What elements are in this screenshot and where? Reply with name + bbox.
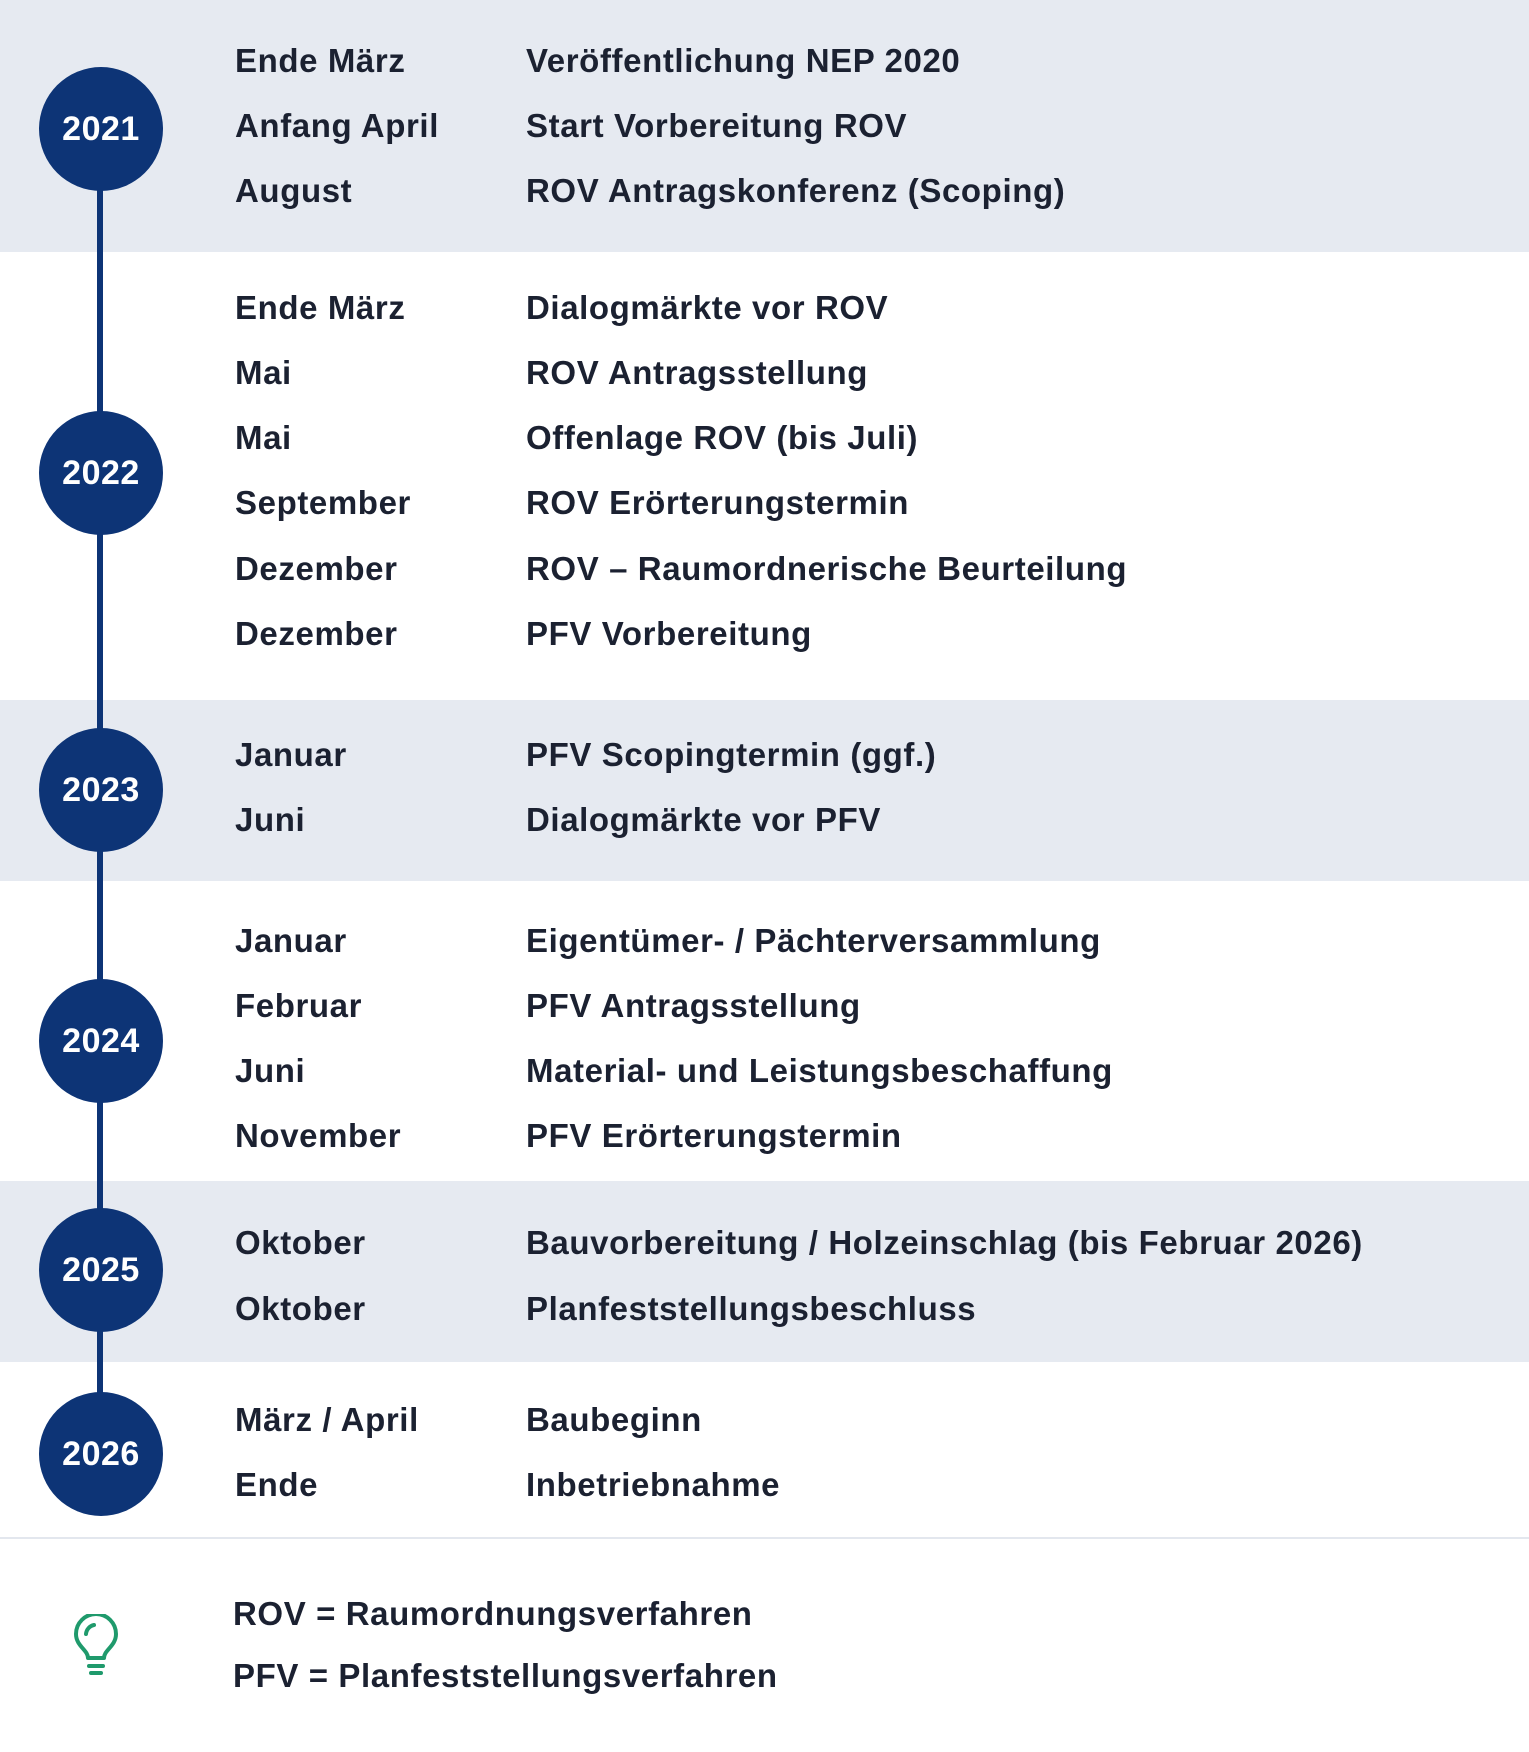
- timeline-entry: [0, 289, 1529, 329]
- year-2022: 2022: [39, 411, 163, 535]
- timeline-entry: [0, 1401, 1529, 1441]
- entry-event: PFV Scopingtermin (ggf.): [526, 736, 937, 773]
- timeline-entry: [0, 107, 1529, 147]
- entry-date: Oktober: [235, 1290, 366, 1327]
- entry-date: Januar: [235, 922, 347, 959]
- timeline-entry: [0, 801, 1529, 841]
- year-2024: 2024: [39, 979, 163, 1103]
- entry-date: Februar: [235, 987, 363, 1024]
- entry-date: Ende März: [235, 42, 406, 79]
- band-2025: [0, 1181, 1529, 1362]
- legend-divider: [0, 1537, 1529, 1539]
- timeline-entry: [0, 550, 1529, 590]
- entry-event: Baubeginn: [526, 1401, 702, 1438]
- entry-date: September: [235, 484, 411, 521]
- timeline-entry: [0, 42, 1529, 82]
- year-2026: 2026: [39, 1392, 163, 1516]
- entry-event: PFV Vorbereitung: [526, 615, 812, 652]
- entry-event: Veröffentlichung NEP 2020: [526, 42, 961, 79]
- entry-event: Eigentümer- / Pächterversammlung: [526, 922, 1101, 959]
- entry-date: Mai: [235, 354, 292, 391]
- entry-event: Dialogmärkte vor PFV: [526, 801, 881, 838]
- year-2021: 2021: [39, 67, 163, 191]
- entry-date: November: [235, 1117, 402, 1154]
- entry-event: ROV Antragskonferenz (Scoping): [526, 172, 1066, 209]
- entry-date: Dezember: [235, 550, 398, 587]
- entry-event: Start Vorbereitung ROV: [526, 107, 908, 144]
- timeline-entry: [0, 1052, 1529, 1092]
- timeline-entry: [0, 1466, 1529, 1506]
- entry-date: Oktober: [235, 1224, 366, 1261]
- timeline-entry: [0, 172, 1529, 212]
- timeline-entry: [0, 1290, 1529, 1330]
- timeline-entry: [0, 1224, 1529, 1264]
- entry-event: Material- und Leistungsbeschaffung: [526, 1052, 1113, 1089]
- entry-date: Dezember: [235, 615, 398, 652]
- entry-event: PFV Antragsstellung: [526, 987, 861, 1024]
- entry-date: Ende März: [235, 289, 406, 326]
- timeline-entry: [0, 484, 1529, 524]
- entry-event: ROV – Raumordnerische Beurteilung: [526, 550, 1128, 587]
- entry-date: Ende: [235, 1466, 319, 1503]
- entry-event: PFV Erörterungstermin: [526, 1117, 902, 1154]
- lightbulb-icon: [72, 1614, 120, 1678]
- year-2025: 2025: [39, 1208, 163, 1332]
- year-2023: 2023: [39, 728, 163, 852]
- timeline-entry: [0, 615, 1529, 655]
- entry-date: Juni: [235, 801, 306, 838]
- entry-event: ROV Erörterungstermin: [526, 484, 909, 521]
- timeline-entry: [0, 1117, 1529, 1157]
- entry-date: August: [235, 172, 353, 209]
- entry-event: Dialogmärkte vor ROV: [526, 289, 889, 326]
- timeline-entry: [0, 736, 1529, 776]
- band-2023: [0, 700, 1529, 881]
- entry-date: Januar: [235, 736, 347, 773]
- entry-date: Anfang April: [235, 107, 439, 144]
- entry-event: Bauvorbereitung / Holzeinschlag (bis Februar 2026): [526, 1224, 1363, 1261]
- legend-rov: ROV = Raumordnungsverfahren: [233, 1595, 753, 1632]
- entry-event: Offenlage ROV (bis Juli): [526, 419, 919, 456]
- timeline-entry: [0, 419, 1529, 459]
- entry-date: Mai: [235, 419, 292, 456]
- entry-date: März / April: [235, 1401, 419, 1438]
- timeline-entry: [0, 987, 1529, 1027]
- entry-event: ROV Antragsstellung: [526, 354, 869, 391]
- entry-date: Juni: [235, 1052, 306, 1089]
- timeline-entry: [0, 922, 1529, 962]
- entry-event: Planfeststellungsbeschluss: [526, 1290, 977, 1327]
- entry-event: Inbetriebnahme: [526, 1466, 781, 1503]
- timeline-entry: [0, 354, 1529, 394]
- legend-pfv: PFV = Planfeststellungsverfahren: [233, 1657, 778, 1694]
